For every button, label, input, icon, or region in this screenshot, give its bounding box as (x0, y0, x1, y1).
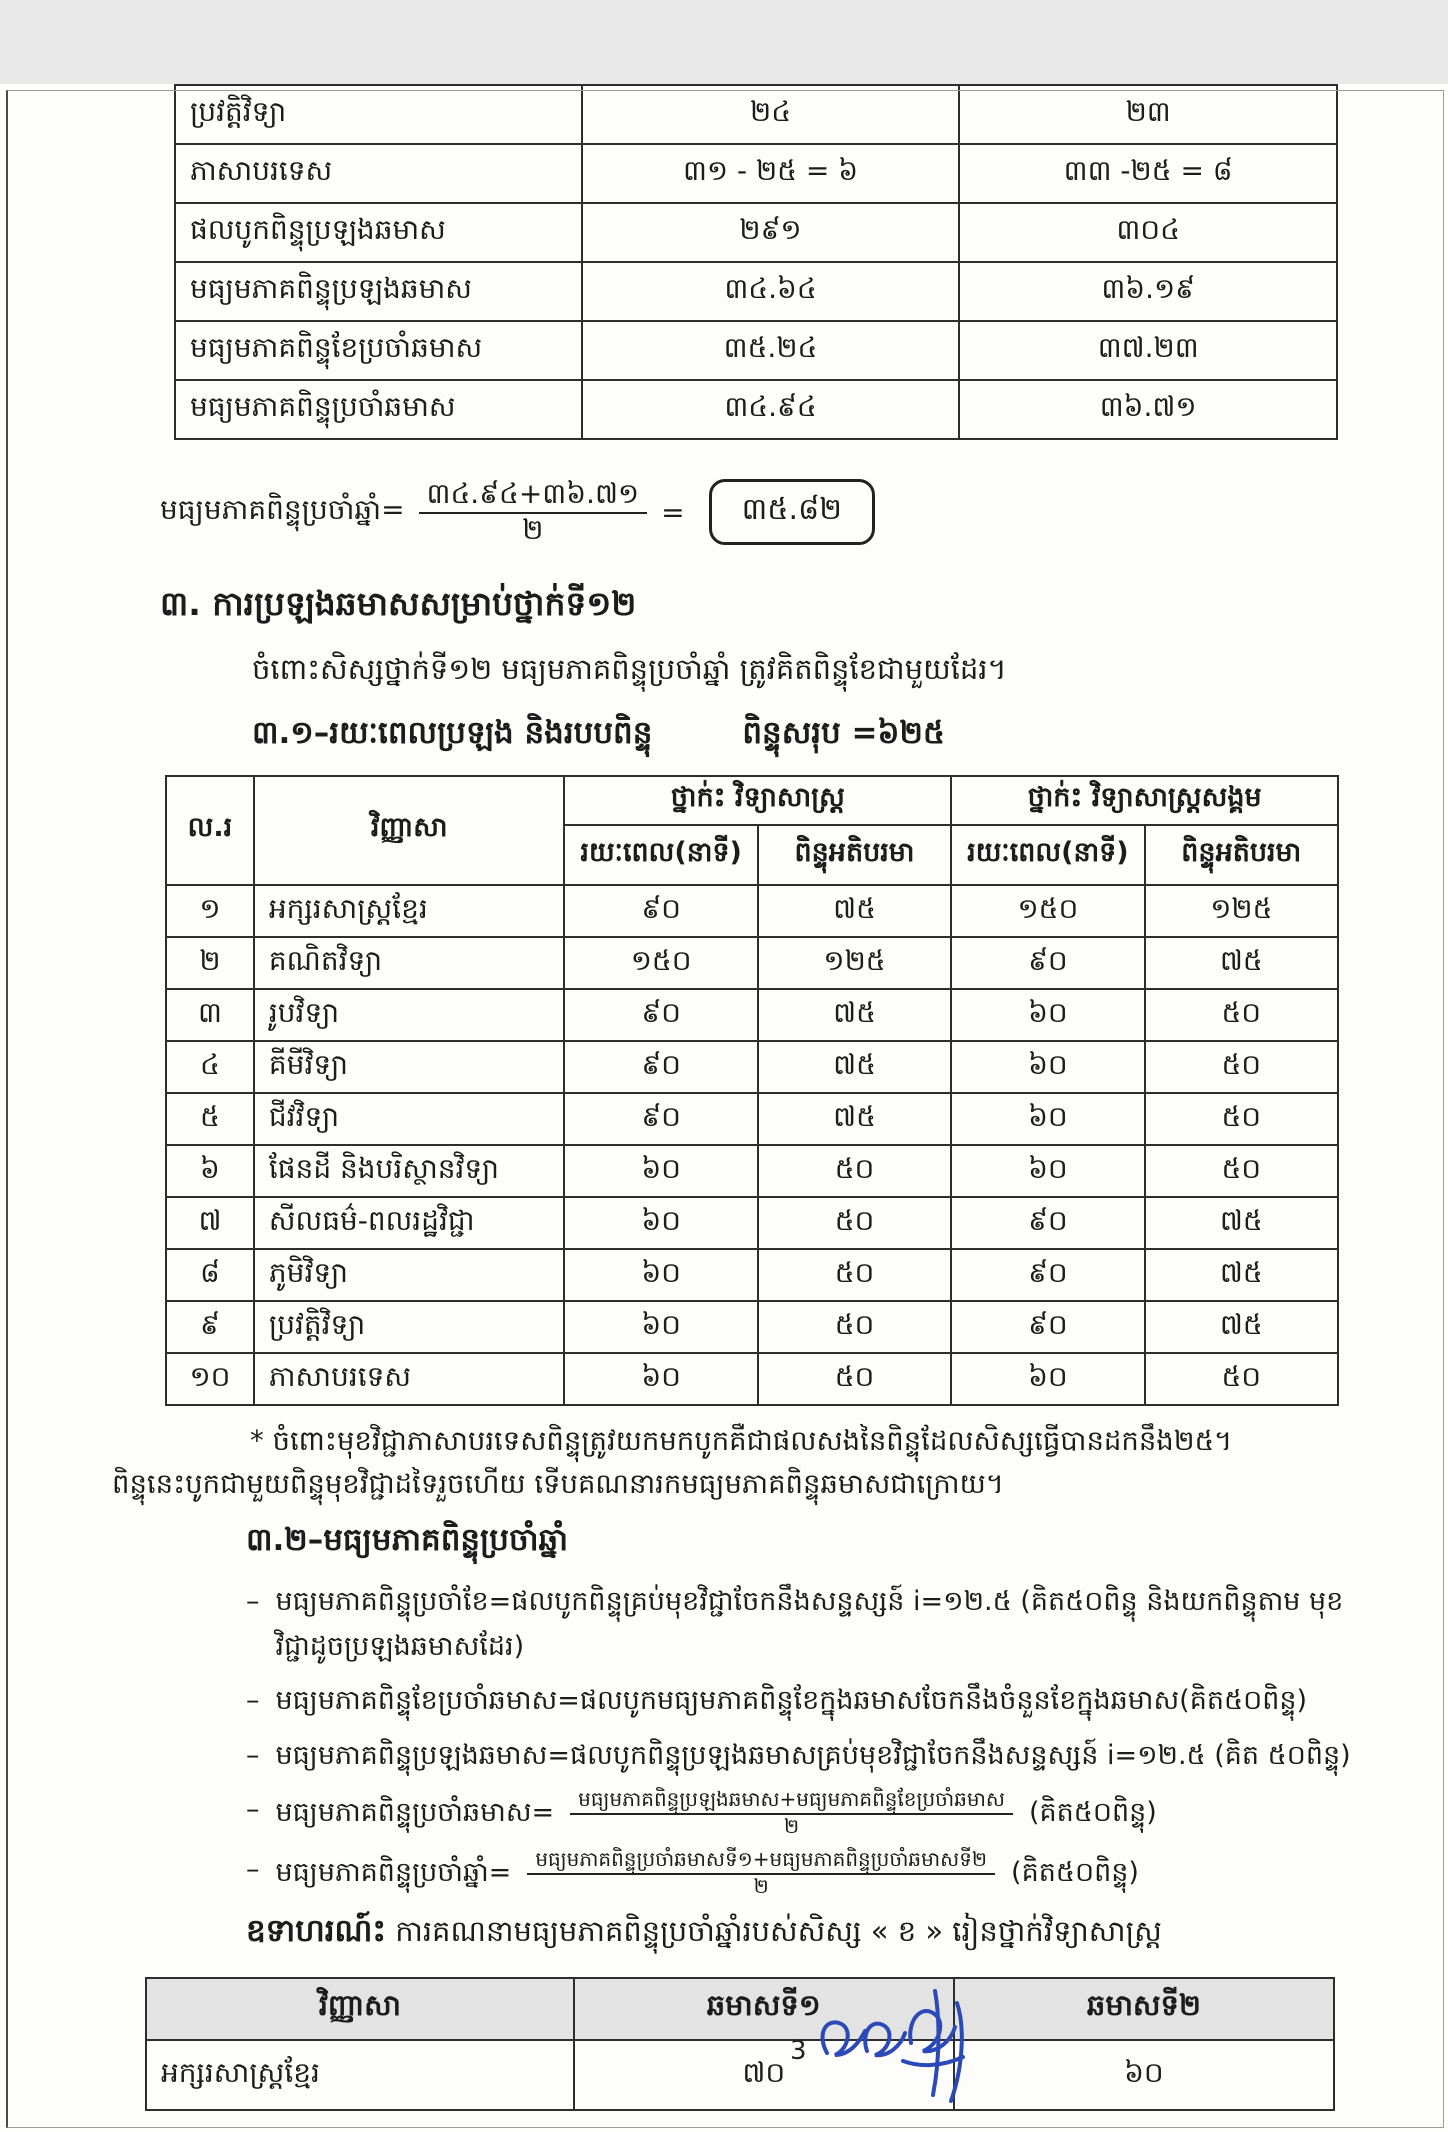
duration-social: ៦០ (951, 1353, 1144, 1405)
table-row (166, 885, 1338, 937)
bullet-fraction (527, 1848, 995, 1898)
sem2-value: ២៣ (959, 85, 1337, 144)
sem1-value: ៣៥.២៤ (582, 321, 960, 380)
formula-fraction (419, 478, 648, 546)
bullet-dash: – (246, 1685, 260, 1717)
page-number: 3 (790, 2036, 807, 2066)
col-header-semester2: ឆមាសទី២ (954, 1978, 1334, 2040)
subject-name: អក្សរសាស្ត្រខ្មែរ (146, 2040, 574, 2110)
example-text: ការគណនាមធ្យមភាគពិន្ទុប្រចាំឆ្នាំរបស់សិស្ស « ខ » រៀនថ្នាក់វិទ្យាសាស្ត្រ (395, 1914, 1162, 1949)
row-no: ៧ (166, 1197, 254, 1249)
table-row (175, 321, 1337, 380)
bullet-suffix: (គិត៥០ពិន្ទុ) (1011, 1857, 1139, 1889)
bullet-text: មធ្យមភាគពិន្ទុខែប្រចាំឆមាស=ផលបូកមធ្យមភាគពិន្ទុខែក្នុងឆមាសចែកនឹងចំនួនខែក្នុងឆមាស(គិត៥០ពិន្ទុ) (275, 1685, 1308, 1717)
bullet-dash: – (246, 1739, 260, 1771)
subject-name: គីមីវិទ្យា (254, 1041, 565, 1093)
subject-name: ភាសាបរទេស (254, 1353, 565, 1405)
fraction-numerator: ៣៤.៩៤+៣៦.៧១ (419, 478, 648, 514)
maxscore-science: ៥០ (758, 1145, 951, 1197)
row-label: ភាសាបរទេស (175, 144, 582, 203)
table-row (175, 262, 1337, 321)
duration-social: ៩០ (951, 1301, 1144, 1353)
maxscore-science: ៧៥ (758, 1093, 951, 1145)
section-3-intro: ចំពោះសិស្សថ្នាក់ទី១២ មធ្យមភាគពិន្ទុប្រចាំឆ្នាំ ត្រូវគិតពិន្ទុខែជាមួយដែរ។ (252, 652, 1007, 686)
annual-average-result: ៣៥.៨២ (709, 479, 875, 545)
maxscore-social: ៧៥ (1145, 1249, 1338, 1301)
sem1-value: ៣៤.៩៤ (582, 380, 960, 439)
bullet-fraction (570, 1788, 1013, 1838)
maxscore-science: ៥០ (758, 1353, 951, 1405)
col-group-social-science: ថ្នាក់ះ វិទ្យាសាស្ត្រសង្គម (951, 776, 1338, 825)
example-heading (246, 1912, 1448, 1957)
duration-science: ៦០ (564, 1145, 757, 1197)
list-item (246, 1679, 1376, 1724)
col-header-subject: វិញ្ញាសា (254, 776, 565, 885)
row-no: ១០ (166, 1353, 254, 1405)
row-label: មធ្យមភាគពិន្ទុខែប្រចាំឆមាស (175, 321, 582, 380)
example-label: ឧទាហរណ៍ះ (246, 1913, 387, 1950)
maxscore-social: ៥០ (1145, 989, 1338, 1041)
list-item (246, 1848, 1376, 1898)
annual-average-formula (160, 466, 1448, 558)
maxscore-science: ៥០ (758, 1301, 951, 1353)
subject-name: គណិតវិទ្យា (254, 937, 565, 989)
subject-name: ប្រវត្តិវិទ្យា (254, 1301, 565, 1353)
subject-name: រូបវិទ្យា (254, 989, 565, 1041)
row-no: ២ (166, 937, 254, 989)
subject-name: សីលធម៌-ពលរដ្ឋវិជ្ជា (254, 1197, 565, 1249)
bullet-suffix: (គិត៥០ពិន្ទុ) (1028, 1797, 1157, 1829)
col-header-no: ល.រ (166, 776, 254, 885)
semester-scores-table (174, 84, 1338, 440)
col-header-subject: វិញ្ញាសា (146, 1978, 574, 2040)
sem2-value: ៣៦.១៩ (959, 262, 1337, 321)
table-row (166, 1093, 1338, 1145)
maxscore-social: ៧៥ (1145, 937, 1338, 989)
footnote-line-1: * ចំពោះមុខវិជ្ជាភាសាបរទេសពិន្ទុត្រូវយកមកបូកគឺជាផលសងនៃពិន្ទុដែលសិស្សធ្វើបានដកនឹង២៥។ (250, 1425, 1233, 1457)
table-row (175, 144, 1337, 203)
duration-social: ៦០ (951, 1093, 1144, 1145)
col-header-semester1: ឆមាសទី១ (574, 1978, 954, 2040)
maxscore-social: ៧៥ (1145, 1197, 1338, 1249)
table-row (175, 380, 1337, 439)
col-header-maxscore-science: ពិន្ទុអតិបរមា (758, 825, 951, 885)
table-row (166, 1145, 1338, 1197)
sem1-value: ៣៤.៦៤ (582, 262, 960, 321)
table-row (175, 85, 1337, 144)
sem2-value: ៣៦.៧១ (959, 380, 1337, 439)
sem1-value: ២៩១ (582, 203, 960, 262)
table-row (166, 1041, 1338, 1093)
duration-science: ៦០ (564, 1249, 757, 1301)
duration-social: ៦០ (951, 989, 1144, 1041)
signature-icon (815, 1983, 1015, 2108)
maxscore-social: ៧៥ (1145, 1301, 1338, 1353)
section-3-2-title: ៣.២–មធ្យមភាគពិន្ទុប្រចាំឆ្នាំ (246, 1522, 568, 1559)
duration-science: ៦០ (564, 1197, 757, 1249)
table-row (166, 1249, 1338, 1301)
sem2-value: ៣៣ -២៥ = ៨ (959, 144, 1337, 203)
sem2-value: ៣០៤ (959, 203, 1337, 262)
bullet-text: មធ្យមភាគពិន្ទុប្រឡងឆមាស=ផលបូកពិន្ទុប្រឡងឆមាសគ្រប់មុខវិជ្ជាចែកនឹងសន្ទស្សន៍ i=១២.៥ (គិត ៥០ពិន្ទុ) (275, 1739, 1351, 1771)
col-group-science: ថ្នាក់ះ វិទ្យាសាស្ត្រ (564, 776, 951, 825)
bullet-lead: មធ្យមភាគពិន្ទុប្រចាំឆមាស= (275, 1797, 555, 1829)
maxscore-science: ១២៥ (758, 937, 951, 989)
maxscore-science: ៧៥ (758, 885, 951, 937)
exam-duration-score-table (165, 775, 1339, 1406)
duration-science: ៩០ (564, 1093, 757, 1145)
duration-social: ១៥០ (951, 885, 1144, 937)
col-header-duration-science: រយៈពេល(នាទី) (564, 825, 757, 885)
maxscore-social: ៥០ (1145, 1093, 1338, 1145)
footnote-line-2: ពិន្ទុនេះបូកជាមួយពិន្ទុមុខវិជ្ជាដទៃរួចហើយ ទើបគណនារកមធ្យមភាគពិន្ទុឆមាសជាក្រោយ។ (112, 1467, 1004, 1500)
semester2-score: ៦០ (954, 2040, 1334, 2110)
section-3-title: ៣. ការប្រឡងឆមាសសម្រាប់ថ្នាក់ទី១២ (160, 584, 637, 623)
document-page (0, 84, 1448, 2132)
group-header-row (166, 776, 1338, 825)
total-score-note: ពិន្ទុសរុប =៦២៥ (742, 715, 945, 751)
bullet-lead: មធ្យមភាគពិន្ទុប្រចាំឆ្នាំ= (275, 1857, 512, 1889)
table-row (166, 989, 1338, 1041)
table-row (166, 1353, 1338, 1405)
row-no: ១ (166, 885, 254, 937)
sem1-value: ៣១ - ២៥ = ៦ (582, 144, 960, 203)
table-row (166, 937, 1338, 989)
fraction-denominator: ២ (522, 513, 544, 546)
maxscore-science: ៧៥ (758, 1041, 951, 1093)
duration-science: ៦០ (564, 1301, 757, 1353)
duration-social: ៦០ (951, 1145, 1144, 1197)
col-header-duration-social: រយៈពេល(នាទី) (951, 825, 1144, 885)
duration-social: ៩០ (951, 1197, 1144, 1249)
duration-science: ១៥០ (564, 937, 757, 989)
subject-name: អក្សរសាស្ត្រខ្មែរ (254, 885, 565, 937)
subject-name: ភូមិវិទ្យា (254, 1249, 565, 1301)
row-label: មធ្យមភាគពិន្ទុប្រឡងឆមាស (175, 262, 582, 321)
row-label: មធ្យមភាគពិន្ទុប្រចាំឆមាស (175, 380, 582, 439)
duration-science: ៩០ (564, 885, 757, 937)
average-definitions-list (246, 1580, 1376, 1898)
section-3-1-title: ៣.១–រយៈពេលប្រឡង និងរបបពិន្ទុ (252, 715, 653, 751)
list-item (246, 1580, 1376, 1669)
duration-science: ៩០ (564, 1041, 757, 1093)
row-no: ៤ (166, 1041, 254, 1093)
table-row (166, 1197, 1338, 1249)
fraction-numerator: មធ្យមភាគពិន្ទុប្រចាំឆមាសទី១+មធ្យមភាគពិន្ទុប្រចាំឆមាសទី២ (527, 1848, 995, 1875)
row-label: ប្រវត្តិវិទ្យា (175, 85, 582, 144)
list-item (246, 1734, 1376, 1779)
fraction-denominator: ២ (753, 1874, 769, 1899)
bullet-dash: – (246, 1586, 260, 1618)
maxscore-social: ៥០ (1145, 1041, 1338, 1093)
maxscore-science: ៧៥ (758, 989, 951, 1041)
fraction-numerator: មធ្យមភាគពិន្ទុប្រឡងឆមាស+មធ្យមភាគពិន្ទុខែប្រចាំឆមាស (570, 1788, 1013, 1815)
formula-lhs: មធ្យមភាគពិន្ទុប្រចាំឆ្នាំ= (160, 492, 405, 526)
subject-name: ជីវវិទ្យា (254, 1093, 565, 1145)
equals-sign: = (661, 495, 685, 529)
sem2-value: ៣៧.២៣ (959, 321, 1337, 380)
maxscore-science: ៥០ (758, 1249, 951, 1301)
maxscore-science: ៥០ (758, 1197, 951, 1249)
col-header-maxscore-social: ពិន្ទុអតិបរមា (1145, 825, 1338, 885)
semester1-score: ៧០ (574, 2040, 954, 2110)
row-no: ៩ (166, 1301, 254, 1353)
list-item (246, 1788, 1376, 1838)
fraction-denominator: ២ (784, 1814, 800, 1839)
duration-social: ៩០ (951, 1249, 1144, 1301)
duration-social: ៦០ (951, 1041, 1144, 1093)
duration-science: ៩០ (564, 989, 757, 1041)
table-row (166, 1301, 1338, 1353)
section-3-1-heading (252, 714, 1448, 759)
maxscore-social: ៥០ (1145, 1353, 1338, 1405)
row-no: ៨ (166, 1249, 254, 1301)
duration-social: ៩០ (951, 937, 1144, 989)
foreign-language-footnote (112, 1420, 1352, 1505)
maxscore-social: ១២៥ (1145, 885, 1338, 937)
row-label: ផលបូកពិន្ទុប្រឡងឆមាស (175, 203, 582, 262)
subject-name: ផែនដី និងបរិស្ថានវិទ្យា (254, 1145, 565, 1197)
row-no: ៦ (166, 1145, 254, 1197)
row-no: ៣ (166, 989, 254, 1041)
maxscore-social: ៥០ (1145, 1145, 1338, 1197)
bullet-text: មធ្យមភាគពិន្ទុប្រចាំខែ=ផលបូកពិន្ទុគ្រប់មុខវិជ្ជាចែកនឹងសន្ទស្សន៍ i=១២.៥ (គិត៥០ពិន្ទុ និងយកពិន្ទុតាម មុខវិជ្ជាដូចប្រឡងឆមាសដែរ) (275, 1586, 1344, 1662)
page-footer (0, 1984, 1448, 2114)
row-no: ៥ (166, 1093, 254, 1145)
sem1-value: ២៤ (582, 85, 960, 144)
table-row (175, 203, 1337, 262)
duration-science: ៦០ (564, 1353, 757, 1405)
bullet-dash: – (246, 1854, 260, 1886)
bullet-dash: – (246, 1794, 260, 1826)
